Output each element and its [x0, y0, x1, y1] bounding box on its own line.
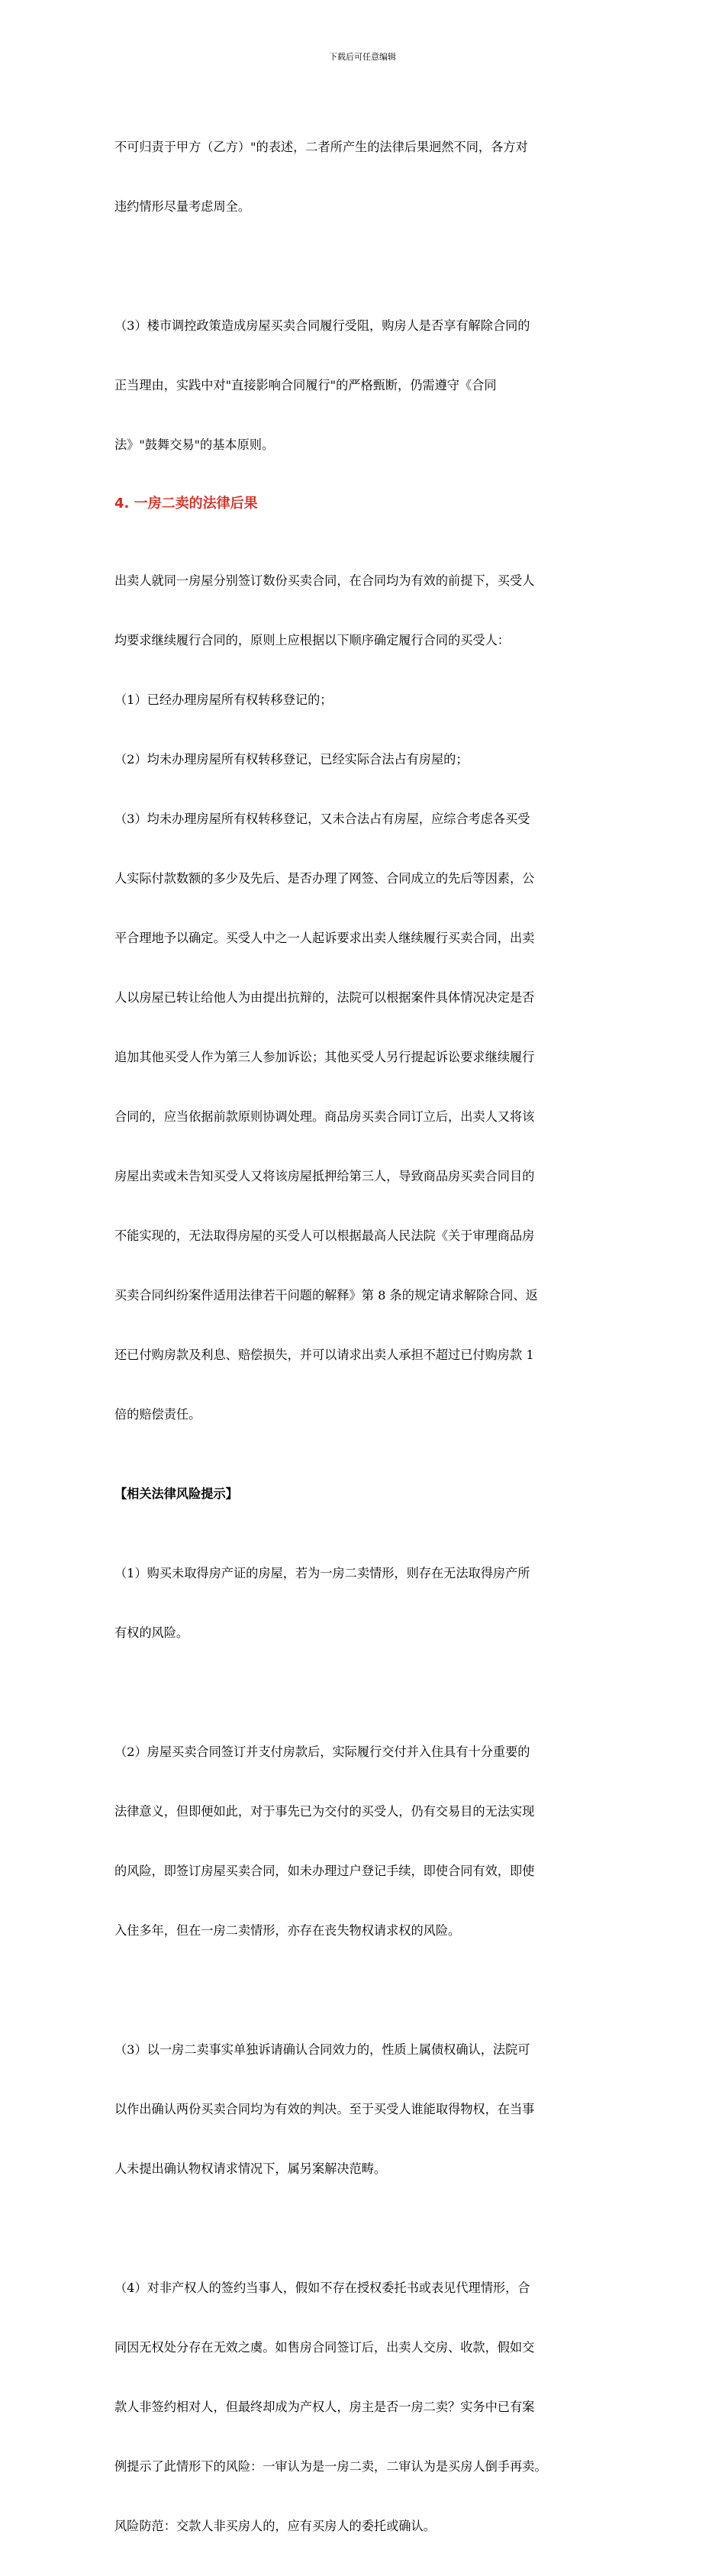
text-line: （1）已经办理房屋所有权转移登记的；	[114, 692, 333, 707]
text-line: 法》"鼓舞交易"的基本原则。	[114, 437, 275, 452]
text-line: 有权的风险。	[114, 1625, 189, 1640]
text-line: 风险防范：交款人非买房人的，应有买房人的委托或确认。	[114, 2519, 436, 2533]
text-line: 平合理地予以确定。买受人中之一人起诉要求出卖人继续履行买卖合同，出卖	[114, 931, 535, 945]
text-line: 买卖合同纠纷案件适用法律若干问题的解释》第 8 条的规定请求解除合同、返	[114, 1288, 538, 1303]
page-header: 下载后可任意编辑	[329, 52, 396, 62]
text-line: 房屋出卖或未告知买受人又将该房屋抵押给第三人，导致商品房买卖合同目的	[114, 1169, 535, 1183]
text-line: 的风险，即签订房屋买卖合同，如未办理过户登记手续，即使合同有效，即使	[114, 1864, 535, 1878]
intro-paragraph-2	[114, 276, 620, 495]
text-line: 还已付购房款及利息、赔偿损失，并可以请求出卖人承担不超过已付购房款 1	[114, 1348, 534, 1362]
intro-paragraph-1	[114, 98, 620, 257]
risk-section-heading: 【相关法律风险提示】	[114, 1487, 238, 1501]
risk-item-2	[114, 1703, 620, 1980]
text-line: 倍的赔偿责任。	[114, 1407, 201, 1422]
paragraph-gap	[114, 1980, 620, 2000]
paragraph-gap	[114, 1683, 620, 1703]
document-body	[114, 98, 620, 2576]
text-line: 不能实现的，无法取得房屋的买受人可以根据最高人民法院《关于审理商品房	[114, 1228, 535, 1243]
text-line: 例提示了此情形下的风险：一审认为是一房二卖，二审认为是买房人倒手再卖。	[114, 2459, 547, 2474]
risk-item-4	[114, 2239, 620, 2576]
paragraph-gap	[114, 513, 620, 531]
text-line: 人未提出确认物权请求情况下，属另案解决范畴。	[114, 2161, 387, 2176]
text-line: 正当理由，实践中对"直接影响合同履行"的严格甄断，仍需遵守《合同	[114, 378, 497, 392]
text-line: 追加其他买受人作为第三人参加诉讼；其他买受人另行提起诉讼要求继续履行	[114, 1050, 535, 1064]
text-line: （4）对非产权人的签约当事人，假如不存在授权委托书或表见代理情形，合	[114, 2281, 530, 2295]
risk-item-1	[114, 1524, 620, 1683]
text-line: （1）购买未取得房产证的房屋，若为一房二卖情形，则存在无法取得房产所	[114, 1566, 530, 1580]
text-line: （3）楼市调控政策造成房屋买卖合同履行受阻，购房人是否享有解除合同的	[114, 318, 530, 333]
paragraph-gap	[114, 1504, 620, 1524]
paragraph-gap	[114, 2219, 620, 2239]
paragraph-gap	[114, 257, 620, 276]
text-line: （2）均未办理房屋所有权转移登记，已经实际合法占有房屋的；	[114, 752, 469, 767]
paragraph-gap	[114, 1464, 620, 1484]
text-line: （2）房屋买卖合同签订并支付房款后，实际履行交付并入住具有十分重要的	[114, 1745, 530, 1759]
text-line: 人实际付款数额的多少及先后、是否办理了网签、合同成立的先后等因素，公	[114, 871, 535, 886]
text-line: 合同的，应当依据前款原则协调处理。商品房买卖合同订立后，出卖人又将该	[114, 1109, 535, 1124]
text-line: 入住多年，但在一房二卖情形，亦存在丧失物权请求权的风险。	[114, 1923, 461, 1938]
text-line: （3）均未办理房屋所有权转移登记，又未合法占有房屋，应综合考虑各买受	[114, 812, 530, 826]
text-line: 不可归责于甲方（乙方）"的表述，二者所产生的法律后果迥然不同，各方对	[114, 140, 528, 154]
text-line: 人以房屋已转让给他人为由提出抗辩的，法院可以根据案件具体情况决定是否	[114, 990, 535, 1005]
section-4-heading: 4. 一房二卖的法律后果	[114, 496, 258, 512]
text-line: 同因无权处分存在无效之虞。如售房合同签订后，出卖人交房、收款，假如交	[114, 2340, 535, 2355]
risk-item-3	[114, 2000, 620, 2219]
text-line: 出卖人就同一房屋分别签订数份买卖合同，在合同均为有效的前提下，买受人	[114, 573, 535, 588]
section-4-body	[114, 531, 620, 1464]
text-line: 以作出确认两份买卖合同均为有效的判决。至于买受人谁能取得物权，在当事	[114, 2102, 535, 2116]
text-line: 法律意义，但即便如此，对于事先已为交付的买受人，仍有交易目的无法实现	[114, 1804, 535, 1819]
text-line: 均要求继续履行合同的，原则上应根据以下顺序确定履行合同的买受人：	[114, 633, 510, 647]
text-line: 违约情形尽量考虑周全。	[114, 199, 251, 214]
text-line: （3）以一房二卖事实单独诉请确认合同效力的，性质上属债权确认，法院可	[114, 2042, 530, 2057]
text-line: 款人非签约相对人，但最终却成为产权人，房主是否一房二卖？实务中已有案	[114, 2400, 535, 2414]
